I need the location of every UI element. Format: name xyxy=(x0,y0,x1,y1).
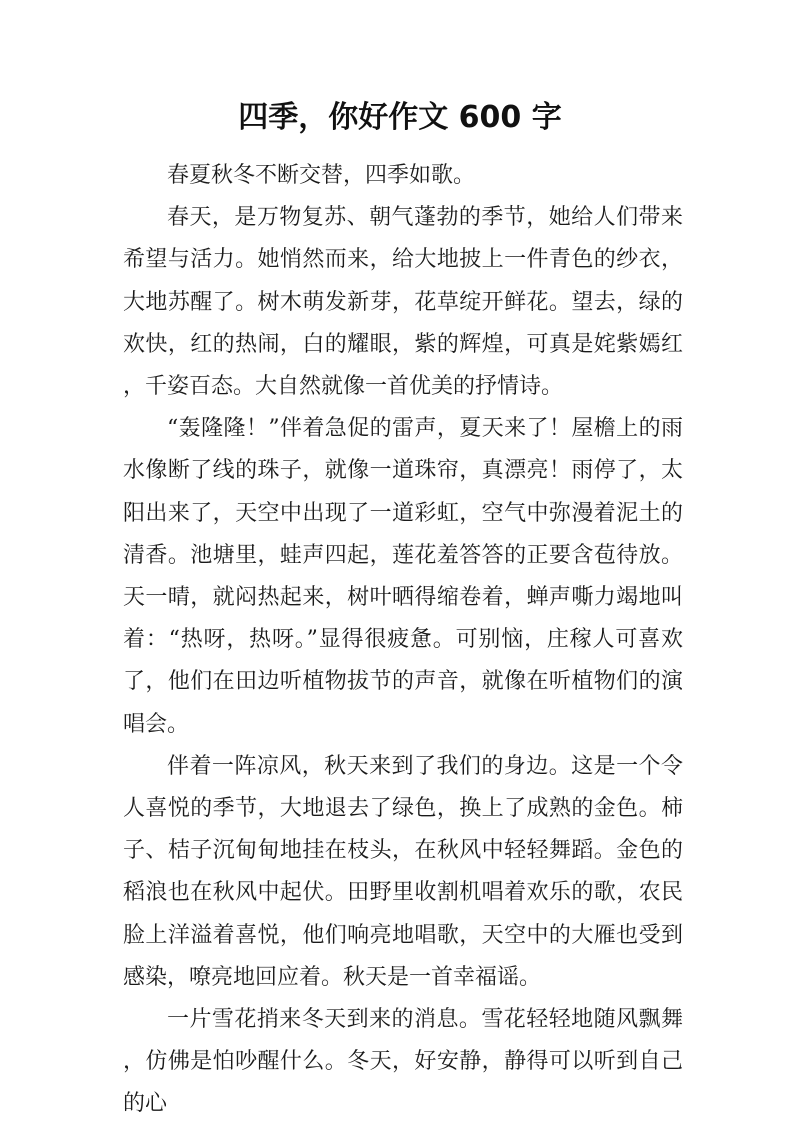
paragraph: 一片雪花捎来冬天到来的消息。雪花轻轻地随风飘舞，仿佛是怕吵醒什么。冬天，好安静，静得可以听到自己的心 xyxy=(123,1007,683,1117)
paragraph: “轰隆隆！”伴着急促的雷声，夏天来了！屋檐上的雨水像断了线的珠子，就像一道珠帘，真漂亮！雨停了，太阳出来了，天空中出现了一道彩虹，空气中弥漫着泥土的清香。池塘里，蛙声四起，莲花羞答答的正要含苞待放。天一晴，就闷热起来，树叶晒得缩卷着，蝉声嘶力竭地叫着：“热呀，热呀。”显得很疲惫。可别恼，庄稼人可喜欢了，他们在田边听植物拔节的声音，就像在听植物们的演唱会。 xyxy=(123,416,683,737)
paragraph: 春天，是万物复苏、朝气蓬勃的季节，她给人们带来希望与活力。她悄然而来，给大地披上一件青色的纱衣，大地苏醒了。树木萌发新芽，花草绽开鲜花。望去，绿的欢快，红的热闹，白的耀眼，紫的辉煌，可真是姹紫嫣红，千姿百态。大自然就像一首优美的抒情诗。 xyxy=(123,205,683,400)
document-title: 四季，你好作文 600 字 xyxy=(238,100,562,135)
paragraph: 春夏秋冬不断交替，四季如歌。 xyxy=(167,163,476,188)
document-body xyxy=(123,155,683,1126)
paragraph: 伴着一阵凉风，秋天来到了我们的身边。这是一个令人喜悦的季节，大地退去了绿色，换上了成熟的金色。柿子、桔子沉甸甸地挂在枝头，在秋风中轻轻舞蹈。金色的稻浪也在秋风中起伏。田野里收割机唱着欢乐的歌，农民脸上洋溢着喜悦，他们响亮地唱歌，天空中的大雁也受到感染，嘹亮地回应着。秋天是一首幸福谣。 xyxy=(123,753,683,990)
